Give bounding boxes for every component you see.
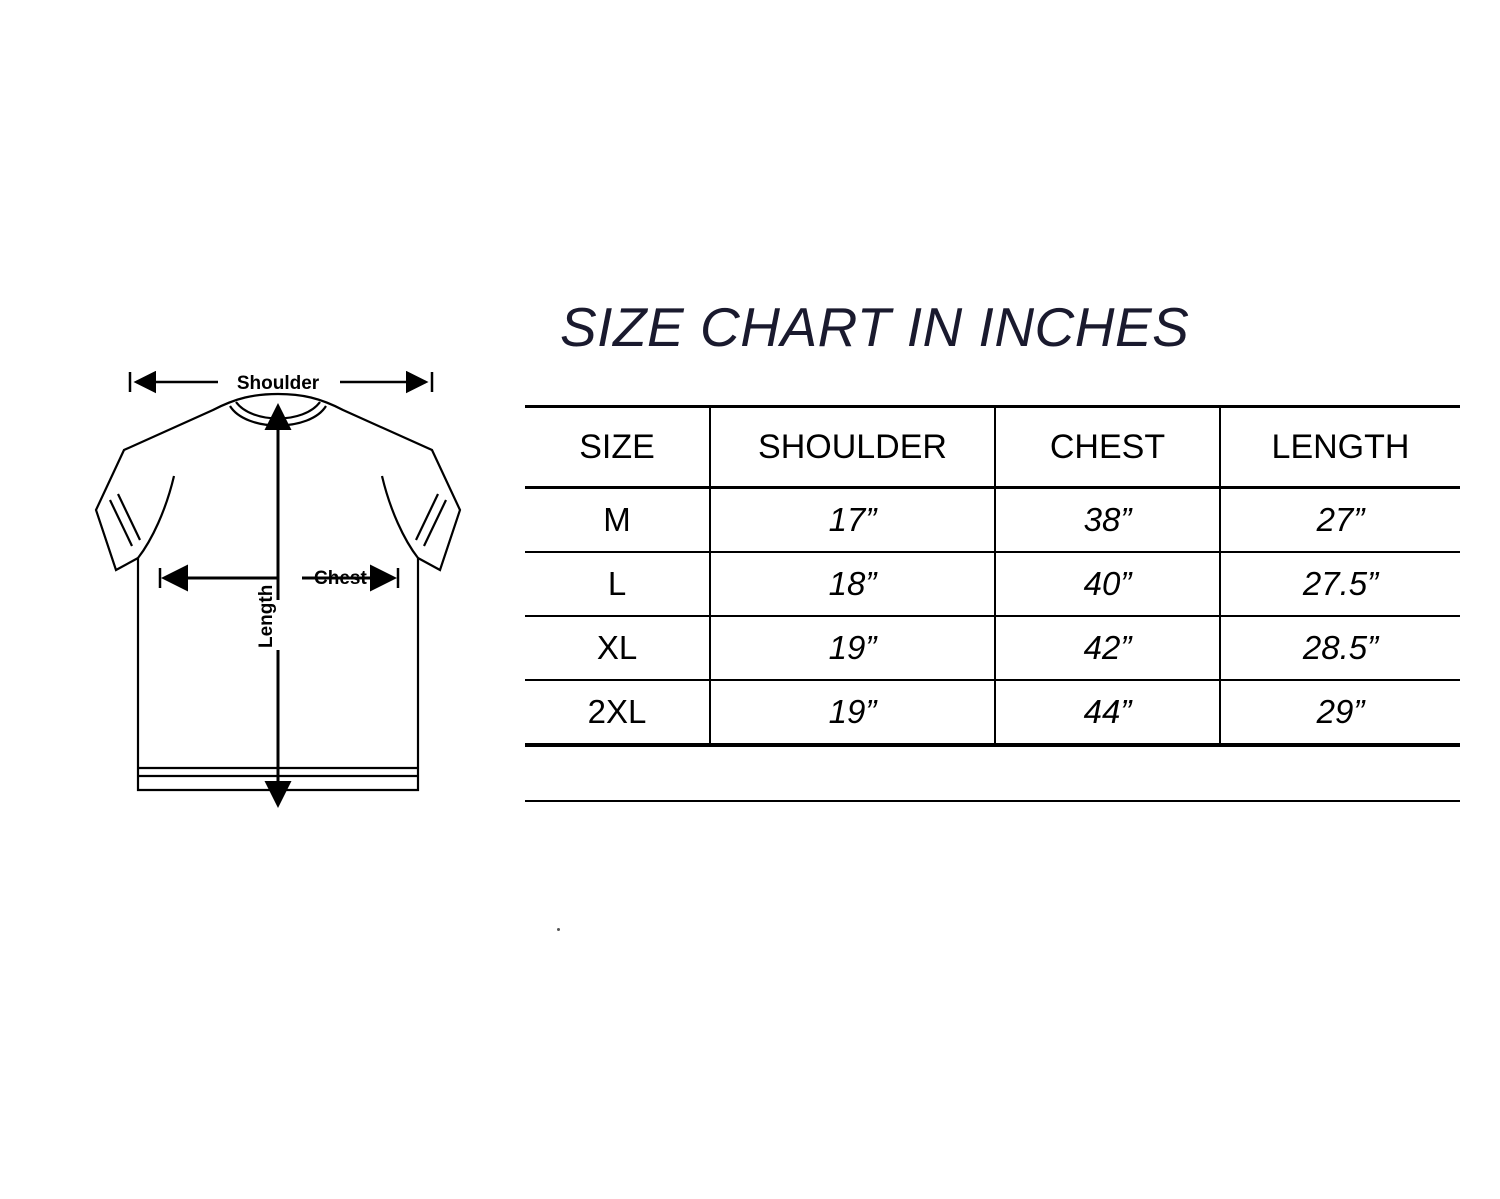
table-bottom-rule-2 [525, 800, 1460, 802]
garment-diagram [40, 350, 510, 850]
length-dimension [256, 406, 278, 805]
cell-shoulder: 17” [710, 488, 995, 553]
cell-shoulder: 19” [710, 616, 995, 680]
cell-chest: 40” [995, 552, 1220, 616]
cell-size: XL [525, 616, 710, 680]
cell-chest: 42” [995, 616, 1220, 680]
size-chart-table [525, 405, 1460, 745]
column-header-length: LENGTH [1220, 407, 1460, 488]
table-row [525, 552, 1460, 616]
chest-dimension-label: Chest [314, 568, 367, 589]
table-row [525, 616, 1460, 680]
cell-length: 27.5” [1220, 552, 1460, 616]
size-chart-table-wrapper [525, 405, 1460, 745]
stray-dot [557, 928, 560, 931]
column-header-shoulder: SHOULDER [710, 407, 995, 488]
cell-size: 2XL [525, 680, 710, 744]
length-dimension-label: Length [256, 584, 277, 648]
table-bottom-rule-1 [525, 745, 1460, 747]
shoulder-dimension-label: Shoulder [236, 373, 320, 394]
cell-size: L [525, 552, 710, 616]
cell-length: 29” [1220, 680, 1460, 744]
cell-length: 27” [1220, 488, 1460, 553]
shoulder-dimension [130, 372, 432, 394]
table-row [525, 680, 1460, 744]
column-header-chest: CHEST [995, 407, 1220, 488]
cell-chest: 44” [995, 680, 1220, 744]
table-header-row [525, 407, 1460, 488]
page-title: SIZE CHART IN INCHES [560, 296, 1190, 358]
table-row [525, 488, 1460, 553]
cell-chest: 38” [995, 488, 1220, 553]
cell-shoulder: 18” [710, 552, 995, 616]
column-header-size: SIZE [525, 407, 710, 488]
cell-size: M [525, 488, 710, 553]
cell-length: 28.5” [1220, 616, 1460, 680]
cell-shoulder: 19” [710, 680, 995, 744]
